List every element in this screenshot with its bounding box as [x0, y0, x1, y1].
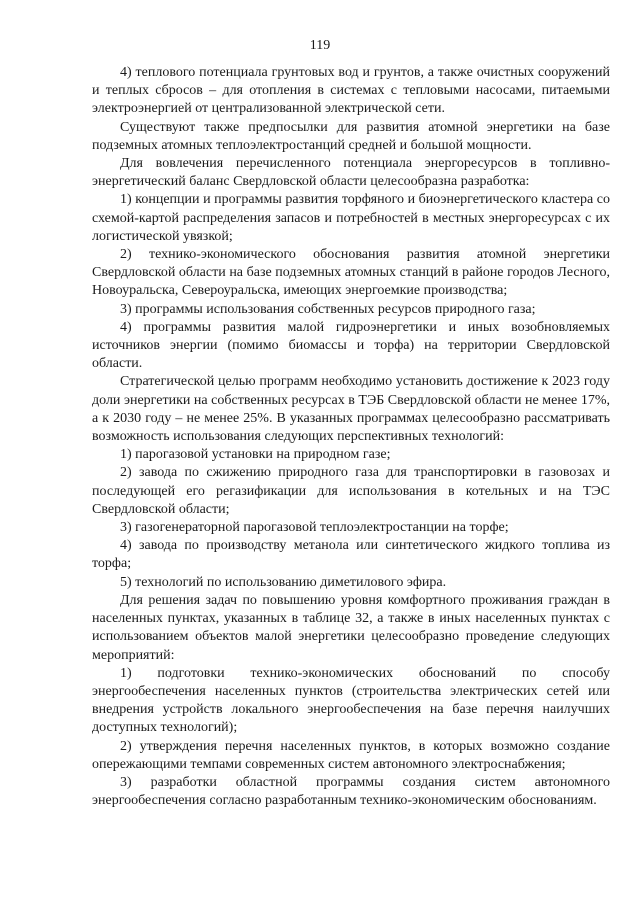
list-item: 1) парогазовой установки на природном газе;	[120, 447, 391, 463]
list-item: 3) газогенераторной парогазовой теплоэлектростанции на торфе;	[120, 520, 509, 536]
list-item: 3) программы использования собственных ресурсов природного газа;	[120, 301, 536, 317]
list-item: 1) концепции и программы развития торфяного и биоэнергетического кластера со схемой-картой распределения запасов и потребностей в местных энергоресурсах с их логистической увязкой;	[92, 192, 610, 244]
paragraph: Существуют также предпосылки для развития атомной энергетики на базе подземных атомных теплоэлектростанций средней и большой мощности.	[92, 119, 610, 153]
list-item: 4) программы развития малой гидроэнергетики и иных возобновляемых источников энергии (помимо биомассы и торфа) на территории Свердловской области.	[92, 319, 610, 372]
paragraph: Стратегической целью программ необходимо установить достижение к 2023 году доли энергетики на собственных ресурсах в ТЭБ Свердловской области не менее 17%, а к 2030 году – не менее 25%. В указанных программах целесообразно рассматривать возможность использования следующих перспективных технологий:	[92, 374, 610, 445]
page-number: 119	[309, 38, 331, 53]
list-item: 3) разработки областной программы создания систем автономного энергообеспечения согласно разработанным технико-экономическим обоснованиям.	[92, 774, 610, 809]
list-item: 2) технико-экономического обоснования развития атомной энергетики Свердловской области на базе подземных атомных станций в районе городов Лесного, Новоуральска, Североуральска, имеющих энергоемкие производства;	[92, 247, 610, 299]
list-item: 2) завода по сжижению природного газа для транспортировки в газовозах и последующей его регазификации для использования в котельных и на ТЭС Свердловской области;	[92, 465, 610, 517]
paragraph: Для решения задач по повышению уровня комфортного проживания граждан в населенных пунктах, указанных в таблице 32, а также в иных населенных пунктах с использованием объектов малой энергетики целесообразно проведение следующих мероприятий:	[92, 592, 610, 663]
paragraph: Для вовлечения перечисленного потенциала энергоресурсов в топливно-энергетический баланс Свердловской области целесообразна разработка:	[92, 156, 610, 190]
list-item: 4) завода по производству метанола или синтетического жидкого топлива из торфа;	[92, 538, 610, 572]
list-item: 1) подготовки технико-экономических обоснований по способу энергообеспечения населенных пунктов (строительства электрических сетей или внедрения устройств локального энергообеспечения на базе перечня наилучших доступных технологий);	[92, 665, 610, 736]
page-body	[92, 64, 610, 810]
list-item: 5) технологий по использованию диметилового эфира.	[120, 574, 447, 590]
paragraph: 4) теплового потенциала грунтовых вод и грунтов, а также очистных сооружений и теплых сбросов – для отопления в системах с тепловыми насосами, питаемыми электроэнергией от централизованной электрической сети.	[92, 65, 610, 117]
list-item: 2) утверждения перечня населенных пунктов, в которых возможно создание опережающими темпами современных систем автономного электроснабжения;	[92, 738, 610, 772]
